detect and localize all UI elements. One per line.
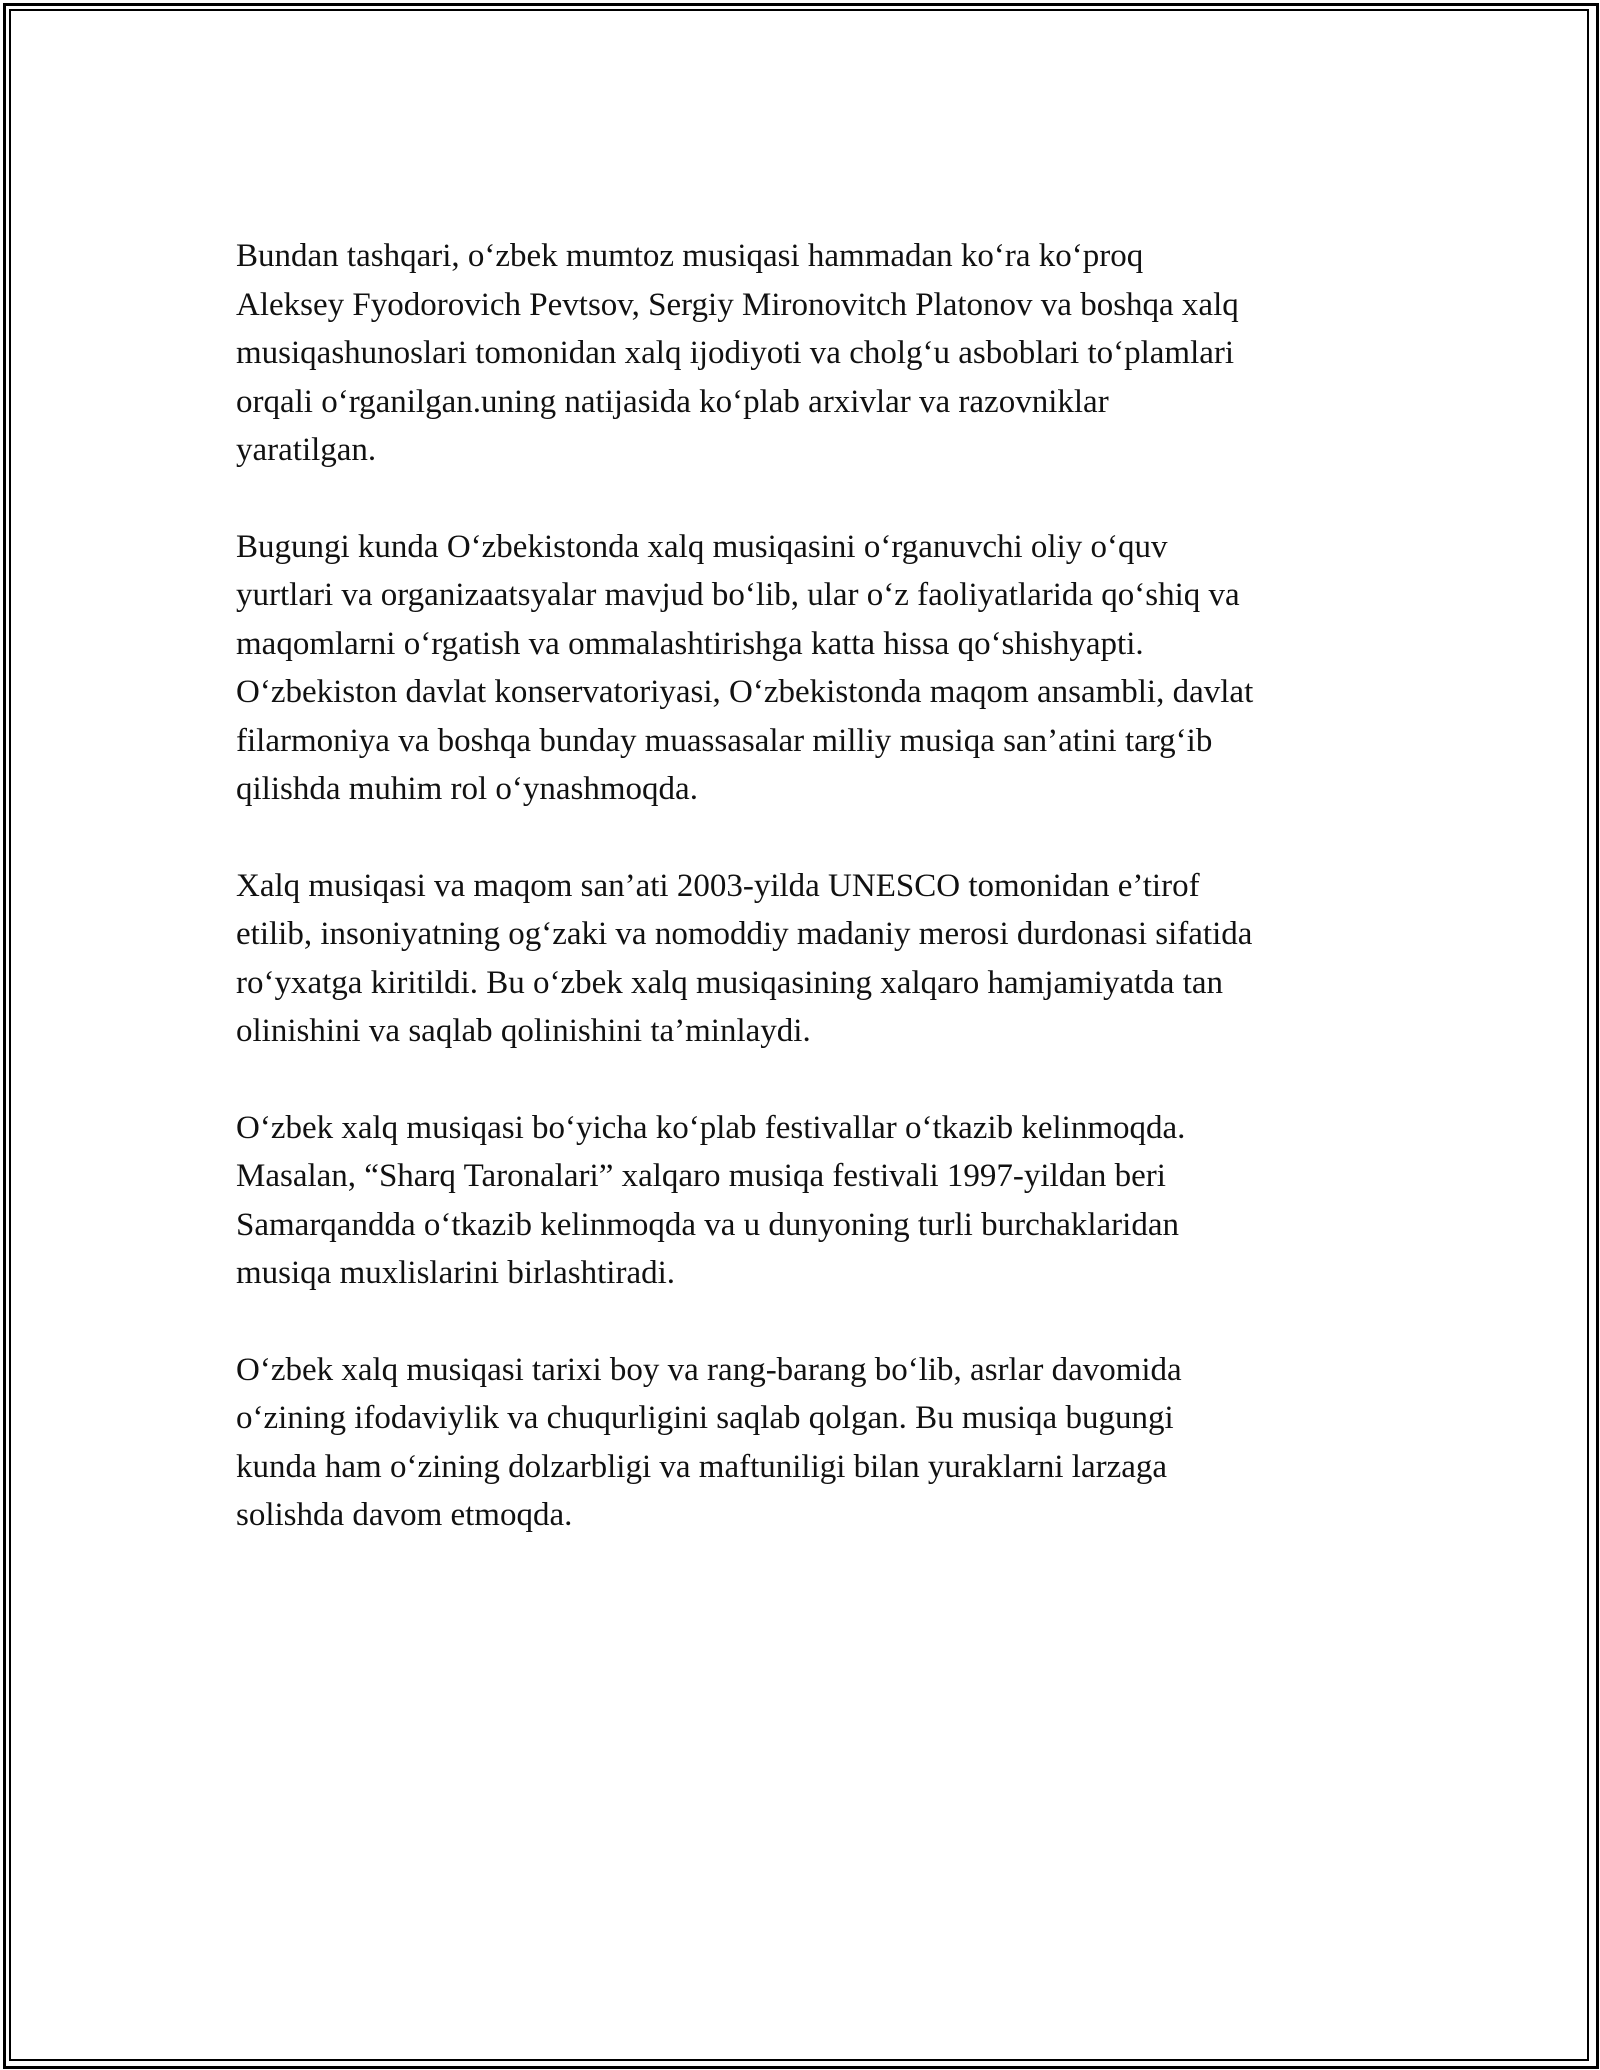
paragraph-line: Masalan, “Sharq Taronalari” xalqaro musiqa festivali 1997-yildan beri (236, 1158, 1166, 1194)
document-body (236, 232, 1386, 1588)
paragraph-3 (236, 862, 1386, 1056)
paragraph-line: musiqashunoslari tomonidan xalq ijodiyoti va cholg‘u asboblari to‘plamlari (236, 335, 1235, 371)
paragraph-line: filarmoniya va boshqa bunday muassasalar milliy musiqa san’atini targ‘ib (236, 722, 1213, 759)
paragraph-line: maqomlarni o‘rgatish va ommalashtirishga katta hissa qo‘shishyapti. (236, 625, 1144, 662)
paragraph-line: Bundan tashqari, o‘zbek mumtoz musiqasi hammadan ko‘ra ko‘proq (236, 238, 1144, 274)
paragraph-line: yurtlari va organizaatsyalar mavjud bo‘lib, ular o‘z faoliyatlarida qo‘shiq va (236, 577, 1240, 613)
paragraph-5 (236, 1346, 1386, 1540)
paragraph-line: Bugungi kunda O‘zbekistonda xalq musiqasini o‘rganuvchi oliy o‘quv (236, 528, 1168, 565)
paragraph-line: olinishini va saqlab qolinishini ta’minlaydi. (236, 1013, 811, 1049)
paragraph-line: O‘zbek xalq musiqasi tarixi boy va rang-barang bo‘lib, asrlar davomida (236, 1351, 1182, 1388)
paragraph-1 (236, 232, 1386, 475)
paragraph-line: o‘zining ifodaviylik va chuqurligini saqlab qolgan. Bu musiqa bugungi (236, 1400, 1174, 1436)
paragraph-line: kunda ham o‘zining dolzarbligi va maftuniligi bilan yuraklarni larzaga (236, 1448, 1168, 1485)
paragraph-line: O‘zbek xalq musiqasi bo‘yicha ko‘plab festivallar o‘tkazib kelinmoqda. (236, 1109, 1186, 1146)
paragraph-line: O‘zbekiston davlat konservatoriyasi, O‘zbekistonda maqom ansambli, davlat (236, 674, 1254, 710)
paragraph-line: Samarqandda o‘tkazib kelinmoqda va u dunyoning turli burchaklaridan (236, 1206, 1179, 1243)
paragraph-line: ro‘yxatga kiritildi. Bu o‘zbek xalq musiqasining xalqaro hamjamiyatda tan (236, 964, 1224, 1001)
paragraph-line: solishda davom etmoqda. (236, 1497, 573, 1533)
paragraph-line: Xalq musiqasi va maqom san’ati 2003-yilda UNESCO tomonidan e’tirof (236, 867, 1200, 904)
paragraph-line: etilib, insoniyatning og‘zaki va nomoddiy madaniy merosi durdonasi sifatida (236, 916, 1253, 952)
paragraph-4 (236, 1104, 1386, 1298)
paragraph-line: yaratilgan. (236, 432, 377, 468)
paragraph-line: qilishda muhim rol o‘ynashmoqda. (236, 771, 698, 807)
paragraph-2 (236, 523, 1386, 814)
paragraph-line: musiqa muxlislarini birlashtiradi. (236, 1255, 676, 1291)
paragraph-line: Aleksey Fyodorovich Pevtsov, Sergiy Mironovitch Platonov va boshqa xalq (236, 286, 1239, 323)
paragraph-line: orqali o‘rganilgan.uning natijasida ko‘plab arxivlar va razovniklar (236, 383, 1109, 420)
